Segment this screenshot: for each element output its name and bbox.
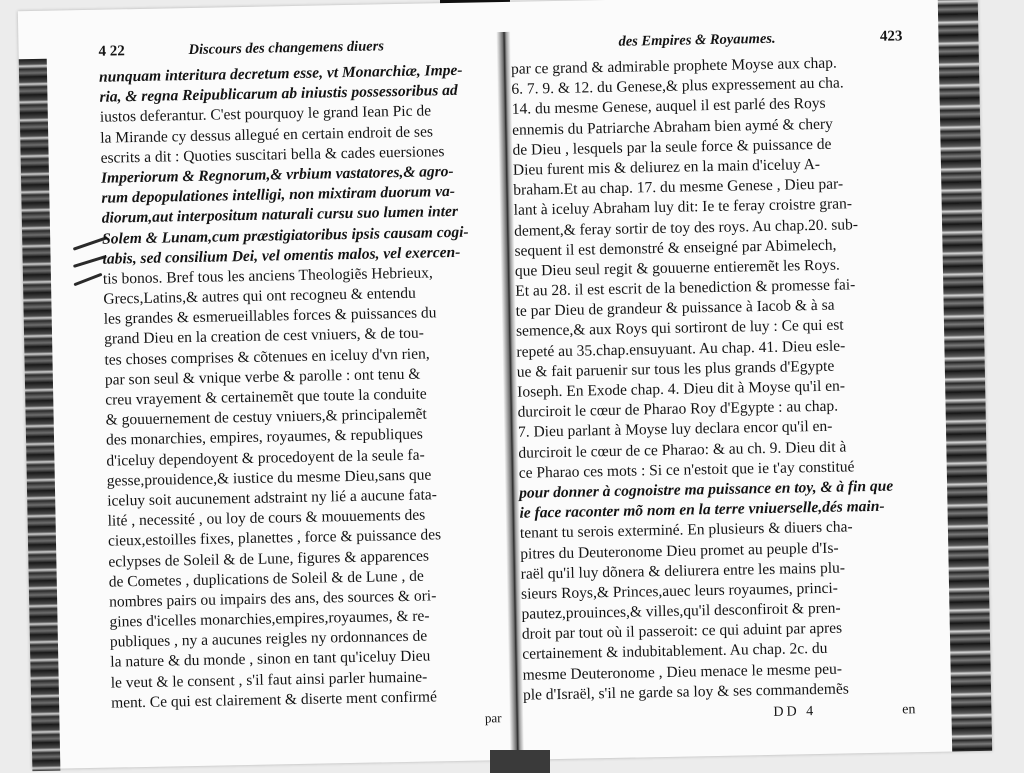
open-book (18, 0, 992, 769)
text-line: raël qu'il luy dõnera & deliurera entre les mains plu- (520, 559, 846, 583)
text-line: rum depopulationes intelligi, non mixtiram duorum va- (101, 183, 456, 207)
text-line: sequent il est demonstré & enseigné par Abimelech, (514, 236, 837, 260)
text-line: Solem & Lunam,cum præstigiatoribus ipsis causam cogi- (102, 223, 469, 248)
text-line: publiques , ny a aucunes reigles ny ordonnances de (109, 627, 428, 651)
text-line: escrits a dit : Quoties suscitari bella & cades euersiones (100, 142, 445, 167)
text-line: & gouuernement de cestuy vniuers,& principalemẽt (105, 405, 427, 429)
text-line: ce Pharao ces mots : Si ce n'estoit que ie t'ay constitué (518, 458, 855, 482)
signature-mark: DD 4 (773, 704, 817, 720)
text-line: te par Dieu de grandeur & puissance à Iacob & à sa (515, 296, 835, 321)
text-line: Dieu furent mis & deliurez en la main d'iceluy A- (512, 155, 821, 179)
text-line: droit par tout où il passeroit: ce qui aduint par apres (521, 619, 843, 643)
left-page (98, 34, 501, 735)
text-line: gesse,prouidence,& iustice du mesme Dieu,sans que (106, 466, 432, 490)
text-line: pautez,prouinces,& villes,qu'il desconfiroit & pren- (521, 599, 841, 623)
text-line: 7. Dieu parlant à Moyse luy declara encor qu'il en- (517, 418, 833, 442)
running-head: des Empires & Royaumes. (618, 30, 776, 50)
page-number: 423 (879, 28, 903, 45)
right-page-edge (938, 0, 993, 751)
left-text-block (99, 60, 501, 713)
text-line: pour donner à cognoistre ma puissance en toy, & à fin que (518, 477, 894, 502)
right-page (510, 26, 915, 727)
text-line: pitres du Deuteronome Dieu promet au peuple d'Is- (520, 539, 839, 563)
scanner-slot-bottom (490, 750, 550, 773)
text-line: tis bonos. Bref tous les anciens Theologiẽs Hebrieux, (102, 264, 433, 288)
text-line: les grandes & esmerueillables forces & puissances du (103, 304, 437, 328)
text-line: repeté au 35.chap.ensuyuant. Au chap. 41. Dieu esle- (516, 337, 846, 361)
text-line: ie face raconter mõ nom en la terre vniuerselle,dés main- (519, 497, 885, 522)
text-line: 14. du mesme Genese, auquel il est parlé des Roys (511, 95, 826, 119)
text-line: ria, & regna Reipublicarum ab iniustis possessoribus ad (99, 82, 458, 106)
text-line: cieux,estoilles fixes, planettes , force & puissance des (107, 526, 442, 550)
text-line: diorum,aut interpositum naturali cursu suo lumen inter (101, 203, 459, 228)
text-line: certainement & indubitablement. Au chap. 2c. du (522, 640, 828, 664)
text-line: Imperiorum & Regnorum,& vrbium vastatores,& agro- (100, 162, 454, 187)
text-line: que Dieu seul regit & gouuerne entieremẽt les Roys. (514, 256, 840, 280)
text-line: ennemis du Patriarche Abraham bien aymé & chery (512, 115, 833, 139)
margin-mark (73, 273, 102, 287)
text-line: tabis, sed consilium Dei, vel omentis malos, vel exercen- (102, 243, 461, 268)
text-line: grand Dieu en la creation de cest vniuers, & de tou- (103, 324, 425, 349)
text-line: iceluy soit aucunement adstraint ny lié a aucune fata- (107, 486, 438, 510)
text-line: tes choses comprises & cõtenues en iceluy d'vn rien, (104, 345, 430, 369)
text-line: nunquam interitura decretum esse, vt Monarchiæ, Impe- (98, 61, 463, 86)
text-line: nombres pairs ou impairs des ans, des sources & ori- (109, 587, 437, 611)
text-line: durciroit le cœur de ce Pharao: & au ch. 9. Dieu dit à (518, 438, 847, 462)
text-line: iustos deferantur. C'est pourquoy le grand Iean Pic de (99, 102, 432, 127)
text-line: Ioseph. En Exode chap. 4. Dieu dit à Moyse qu'il en- (517, 377, 846, 401)
text-line: lité , necessité , ou loy de cours & mouuements des (107, 506, 426, 530)
text-line: la nature & du monde , sinon en tant qu'iceluy Dieu (110, 647, 431, 672)
text-line: ment. Ce qui est clairement & diserte ment confirmé (110, 688, 438, 712)
right-text-block (511, 52, 915, 705)
text-line: lant à iceluy Abraham luy dit: Ie te feray croistre gran- (513, 195, 853, 220)
text-line: des monarchies, empires, royaumes, & republiques (105, 425, 423, 450)
text-line: semence,& aux Roys qui sortiront de luy : Ce qui est (515, 316, 844, 341)
text-line: durciroit le cœur de Pharao Roy d'Egypte : au chap. (517, 397, 839, 421)
text-line: ple d'Israël, s'il ne garde sa loy & ses commandemẽs (522, 680, 849, 704)
text-line: creu vrayement & certainemẽt que toute la conduite (105, 385, 427, 409)
running-head: Discours des changemens diuers (188, 38, 385, 59)
page-number: 4 22 (98, 43, 126, 60)
text-line: 6. 7. 9. & 12. du Genese,& plus expressement au cha. (511, 74, 844, 99)
catchword: par (484, 710, 502, 726)
text-line: ue & fait paruenir sur tous les plus grands d'Egypte (516, 357, 835, 381)
text-line: tenant tu serois exterminé. En plusieurs & diuers cha- (519, 518, 853, 543)
text-line: dement,& feray sortir de toy des roys. Au chap.20. sub- (513, 215, 859, 240)
text-line: de Dieu , lesquels par la seule force & puissance de (512, 135, 832, 159)
text-line: mesme Deuteronome , Dieu menace le mesme peu- (522, 660, 843, 684)
text-line: Grecs,Latins,& autres qui ont recogneu & entendu (103, 284, 416, 308)
text-line: par son seul & vnique verbe & parolle : ont tenu & (104, 365, 421, 389)
text-line: par ce grand & admirable prophete Moyse aux chap. (510, 54, 837, 78)
text-line: Et au 28. il est escrit de la benediction & promesse fai- (515, 276, 856, 300)
catchword: en (902, 702, 916, 718)
text-line: la Mirande cy dessus allegué en certain endroit de ses (100, 122, 434, 147)
text-line: le veut & le consent , s'il faut ainsi parler humaine- (110, 668, 428, 692)
text-line: eclypses de Soleil & de Lune, figures & apparences (108, 546, 430, 571)
text-line: braham.Et au chap. 17. du mesme Genese , Dieu par- (513, 175, 844, 199)
left-page-edge (19, 59, 61, 771)
margin-mark (73, 255, 106, 268)
text-line: gines d'icelles monarchies,empires,royaumes, & re- (109, 607, 430, 631)
text-line: sieurs Roys,& Princes,auec leurs royaumes, princi- (520, 579, 839, 603)
text-line: d'iceluy dependoyent & procedoyent de la seule fa- (106, 446, 425, 470)
text-line: de Cometes , duplications de Soleil & de Lune , de (108, 567, 424, 591)
